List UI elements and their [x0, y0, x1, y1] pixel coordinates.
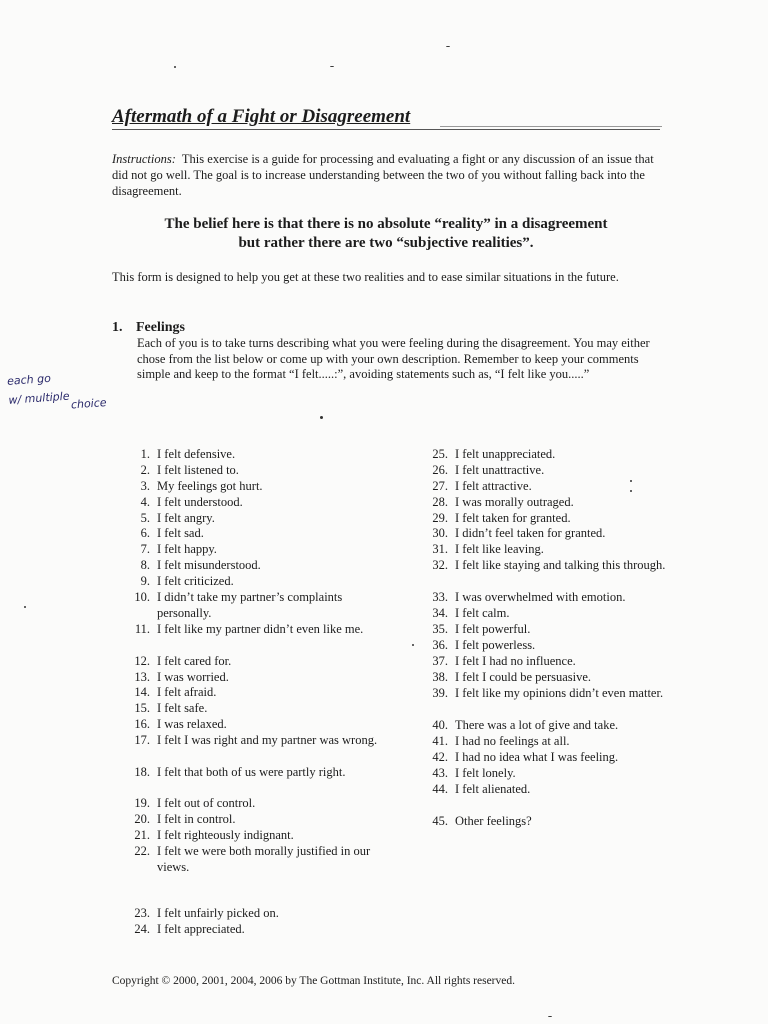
feeling-list-item — [426, 495, 676, 511]
feeling-list-item — [426, 622, 676, 638]
feeling-list-item — [128, 558, 378, 574]
feeling-number: 32. — [432, 558, 448, 572]
feeling-list-item — [128, 812, 378, 828]
feeling-list-item — [426, 670, 676, 686]
feeling-number: 5. — [140, 511, 150, 525]
instructions-paragraph — [112, 151, 660, 199]
feeling-list-item — [426, 511, 676, 527]
feeling-number: 36. — [432, 638, 448, 652]
feeling-number: 40. — [432, 718, 448, 732]
feeling-text: I was worried. — [157, 670, 229, 684]
scan-speck — [548, 1016, 552, 1017]
feeling-text: I felt we were both morally justified in our views. — [157, 844, 371, 874]
feeling-list-item — [426, 542, 676, 558]
feeling-number: 10. — [134, 590, 150, 604]
feeling-number: 16. — [134, 717, 150, 731]
section-number: 1. — [112, 320, 123, 335]
feeling-text: I felt like leaving. — [455, 542, 544, 556]
instructions-text: This exercise is a guide for processing and evaluating a fight or any discussion of an issue that did not go well. The goal is to increase understanding between the two of you without falling back into the disagreement. — [112, 152, 654, 198]
feeling-number: 3. — [140, 479, 150, 493]
feeling-number: 35. — [432, 622, 448, 636]
feeling-number: 1. — [140, 447, 150, 461]
copyright-notice: Copyright © 2000, 2001, 2004, 2006 by The Gottman Institute, Inc. All rights reserved. — [112, 975, 515, 987]
feeling-text: I felt listened to. — [157, 463, 239, 477]
section-feelings-body: Each of you is to take turns describing what you were feeling during the disagreement. You may either chose from the list below or come up with your own description. Remember to keep your comments simple and keep to the format “I felt.....:”, avoiding statements such as, “I felt like you.....” — [137, 336, 650, 381]
scan-speck — [174, 66, 176, 68]
feeling-number: 12. — [134, 654, 150, 668]
feeling-list-item — [128, 685, 378, 701]
title-underline-extension — [440, 126, 662, 127]
feeling-text: I felt I was right and my partner was wrong. — [157, 733, 378, 747]
feeling-number: 30. — [432, 526, 448, 540]
feeling-list-item — [128, 574, 378, 590]
feeling-list-item — [128, 765, 378, 781]
feeling-list-item — [426, 479, 676, 495]
feeling-number: 18. — [134, 765, 150, 779]
feeling-number: 19. — [134, 796, 150, 810]
feeling-number: 4. — [140, 495, 150, 509]
feeling-number: 27. — [432, 479, 448, 493]
feeling-list-item — [128, 511, 378, 527]
feeling-number: 8. — [140, 558, 150, 572]
feeling-number: 15. — [134, 701, 150, 715]
feeling-text: There was a lot of give and take. — [455, 718, 619, 732]
feeling-text: I felt alienated. — [455, 782, 531, 796]
feeling-text: I felt like staying and talking this through. — [455, 558, 666, 572]
feeling-text: I felt unappreciated. — [455, 447, 556, 461]
feeling-list-item — [426, 590, 676, 606]
feeling-number: 39. — [432, 686, 448, 700]
feeling-text: I felt safe. — [157, 701, 208, 715]
feeling-text: I felt angry. — [157, 511, 215, 525]
feeling-list-item — [128, 906, 378, 922]
scan-speck — [320, 416, 323, 419]
feeling-list-item — [128, 654, 378, 670]
feeling-text: I had no idea what I was feeling. — [455, 750, 619, 764]
feeling-text: I felt that both of us were partly right. — [157, 765, 346, 779]
feeling-list-item — [426, 558, 676, 574]
belief-statement — [112, 215, 660, 253]
feeling-text: I felt in control. — [157, 812, 236, 826]
feeling-number: 38. — [432, 670, 448, 684]
feeling-list-item — [128, 670, 378, 686]
feeling-number: 6. — [140, 526, 150, 540]
feeling-text: I was overwhelmed with emotion. — [455, 590, 626, 604]
feeling-text: I felt righteously indignant. — [157, 828, 294, 842]
feeling-number: 23. — [134, 906, 150, 920]
feeling-text: I felt out of control. — [157, 796, 256, 810]
feeling-text: I felt criticized. — [157, 574, 234, 588]
feeling-text: I felt powerless. — [455, 638, 536, 652]
feeling-text: I was morally outraged. — [455, 495, 574, 509]
feeling-text: I felt happy. — [157, 542, 217, 556]
feeling-number: 28. — [432, 495, 448, 509]
feeling-text: I felt unattractive. — [455, 463, 545, 477]
feeling-number: 33. — [432, 590, 448, 604]
feeling-text: I felt sad. — [157, 526, 204, 540]
feeling-number: 44. — [432, 782, 448, 796]
handwritten-line-3: choice — [70, 396, 107, 412]
feeling-list-item — [128, 701, 378, 717]
feeling-list-item — [128, 844, 378, 875]
form-purpose-text: This form is designed to help you get at these two realities and to ease similar situations in the future. — [112, 270, 619, 284]
feeling-number: 14. — [134, 685, 150, 699]
feeling-number: 11. — [134, 622, 150, 636]
feeling-number: 43. — [432, 766, 448, 780]
feeling-list-item — [426, 814, 676, 830]
feeling-text: I felt taken for granted. — [455, 511, 571, 525]
feeling-text: I felt cared for. — [157, 654, 232, 668]
feeling-text: I had no feelings at all. — [455, 734, 570, 748]
feeling-list-item — [128, 590, 378, 621]
handwritten-line-2: w/ multiple — [8, 389, 70, 407]
feeling-text: I felt like my opinions didn’t even matter. — [455, 686, 664, 700]
feeling-number: 34. — [432, 606, 448, 620]
feeling-number: 26. — [432, 463, 448, 477]
feeling-list-item — [128, 495, 378, 511]
feeling-text: I felt calm. — [455, 606, 510, 620]
feeling-text: I was relaxed. — [157, 717, 227, 731]
feeling-text: I felt understood. — [157, 495, 243, 509]
feeling-list-item — [426, 526, 676, 542]
feeling-number: 37. — [432, 654, 448, 668]
feeling-text: I felt I could be persuasive. — [455, 670, 592, 684]
document-title: Aftermath of a Fight or Disagreement — [112, 106, 411, 127]
feeling-list-item — [128, 622, 378, 638]
feeling-text: I felt attractive. — [455, 479, 532, 493]
feeling-text: I felt lonely. — [455, 766, 516, 780]
feeling-number: 24. — [134, 922, 150, 936]
feeling-number: 13. — [134, 670, 150, 684]
feeling-number: 45. — [432, 814, 448, 828]
handwritten-note — [6, 364, 119, 419]
feeling-list-item — [128, 828, 378, 844]
feeling-number: 2. — [140, 463, 150, 477]
feeling-list-item — [426, 782, 676, 798]
feeling-list-item — [426, 447, 676, 463]
feeling-list-item — [426, 734, 676, 750]
feeling-text: I felt powerful. — [455, 622, 531, 636]
feeling-list-item — [426, 638, 676, 654]
feeling-text: I didn’t feel taken for granted. — [455, 526, 606, 540]
feeling-number: 20. — [134, 812, 150, 826]
feeling-number: 7. — [140, 542, 150, 556]
feeling-list-item — [128, 526, 378, 542]
feeling-list-item — [128, 479, 378, 495]
feeling-list-item — [426, 766, 676, 782]
feeling-list-item — [426, 718, 676, 734]
feeling-text: Other feelings? — [455, 814, 532, 828]
scan-speck — [330, 66, 334, 67]
feeling-text: I felt misunderstood. — [157, 558, 261, 572]
feeling-number: 9. — [140, 574, 150, 588]
feeling-number: 31. — [432, 542, 448, 556]
feeling-text: I didn’t take my partner’s complaints personally. — [157, 590, 343, 620]
instructions-label: Instructions: — [112, 152, 176, 166]
belief-line-2: but rather there are two “subjective realities”. — [238, 235, 534, 251]
scan-speck — [446, 46, 450, 47]
feeling-list-item — [426, 654, 676, 670]
feeling-number: 29. — [432, 511, 448, 525]
feeling-list-item — [426, 686, 676, 702]
scan-speck — [412, 644, 414, 646]
feeling-number: 42. — [432, 750, 448, 764]
feeling-list-item — [128, 463, 378, 479]
feeling-list-item — [426, 750, 676, 766]
feeling-text: I felt like my partner didn’t even like me. — [157, 622, 364, 636]
feeling-number: 21. — [134, 828, 150, 842]
feeling-text: I felt I had no influence. — [455, 654, 576, 668]
feeling-number: 22. — [134, 844, 150, 858]
feeling-text: My feelings got hurt. — [157, 479, 263, 493]
feeling-text: I felt afraid. — [157, 685, 217, 699]
feeling-number: 41. — [432, 734, 448, 748]
feeling-number: 25. — [432, 447, 448, 461]
feeling-list-item — [128, 922, 378, 938]
handwritten-line-1: each go — [6, 371, 52, 388]
feeling-number: 17. — [134, 733, 150, 747]
feeling-list-item — [426, 606, 676, 622]
scan-speck — [24, 606, 26, 608]
feeling-list-item — [128, 717, 378, 733]
belief-line-1: The belief here is that there is no absolute “reality” in a disagreement — [164, 216, 608, 232]
feeling-text: I felt appreciated. — [157, 922, 245, 936]
section-feelings-heading — [112, 320, 185, 336]
feeling-text: I felt defensive. — [157, 447, 236, 461]
feeling-text: I felt unfairly picked on. — [157, 906, 279, 920]
feeling-list-item — [128, 796, 378, 812]
feeling-list-item — [128, 733, 378, 749]
section-title: Feelings — [136, 320, 185, 335]
feeling-list-item — [426, 463, 676, 479]
feeling-list-item — [128, 447, 378, 463]
feeling-list-item — [128, 542, 378, 558]
title-underline — [112, 129, 660, 130]
